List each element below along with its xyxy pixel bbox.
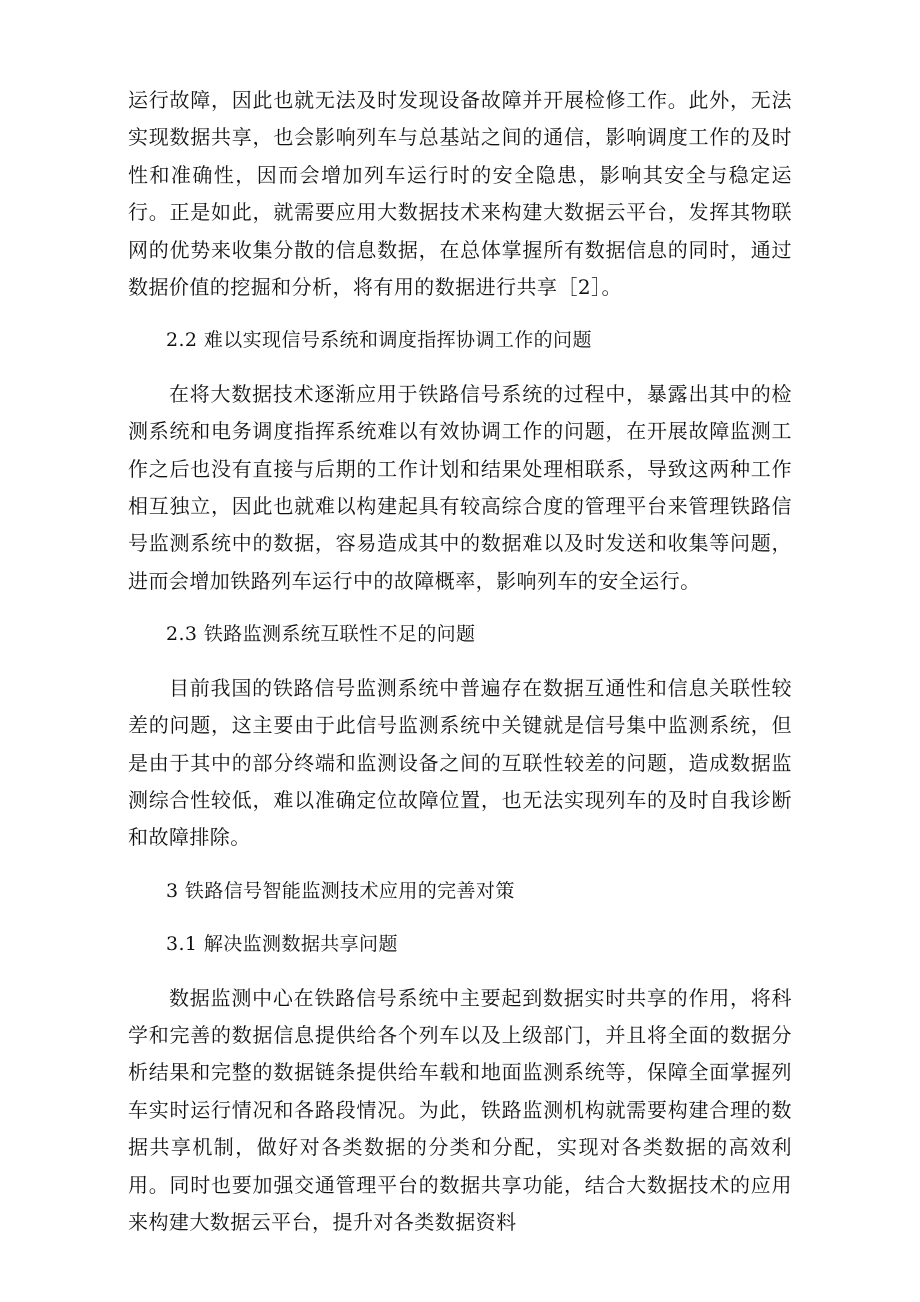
section-heading-2-3: 2.3 铁路监测系统互联性不足的问题 [166, 623, 476, 646]
paragraph-coordination-problem: 在将大数据技术逐渐应用于铁路信号系统的过程中，暴露出其中的检测系统和电务调度指挥系统难以有效协调工作的问题，在开展故障监测工作之后也没有直接与后期的工作计划和结果处理相联系，导致这两种工作相互独立，因此也就难以构建起具有较高综合度的管理平台来管理铁路信号监测系统中的数据，容易造成其中的数据难以及时发送和收集等问题，进而会增加铁路列车运行中的故障概率，影响列车的安全运行。 [128, 381, 792, 593]
paragraph-data-sharing-continued: 运行故障，因此也就无法及时发现设备故障并开展检修工作。此外，无法实现数据共享，也会影响列车与总基站之间的通信，影响调度工作的及时性和准确性，因而会增加列车运行时的安全隐患，影响其安全与稳定运行。正是如此，就需要应用大数据技术来构建大数据云平台，发挥其物联网的优势来收集分散的信息数据，在总体掌握所有数据信息的同时，通过数据价值的挖掘和分析，将有用的数据进行共享［2］。 [128, 88, 792, 300]
section-heading-2-2: 2.2 难以实现信号系统和调度指挥协调工作的问题 [166, 329, 592, 352]
section-heading-3-1: 3.1 解决监测数据共享问题 [166, 933, 398, 956]
section-heading-3: 3 铁路信号智能监测技术应用的完善对策 [166, 879, 515, 902]
paragraph-data-sharing-solution: 数据监测中心在铁路信号系统中主要起到数据实时共享的作用，将科学和完善的数据信息提供给各个列车以及上级部门，并且将全面的数据分析结果和完整的数据链条提供给车载和地面监测系统等，保障全面掌握列车实时运行情况和各路段情况。为此，铁路监测机构就需要构建合理的数据共享机制，做好对各类数据的分类和分配，实现对各类数据的高效利用。同时也要加强交通管理平台的数据共享功能，结合大数据技术的应用来构建大数据云平台，提升对各类数据资料 [128, 985, 792, 1234]
paragraph-interconnection-problem: 目前我国的铁路信号监测系统中普遍存在数据互通性和信息关联性较差的问题，这主要由于此信号监测系统中关键就是信号集中监测系统，但是由于其中的部分终端和监测设备之间的互联性较差的问题，造成数据监测综合性较低，难以准确定位故障位置，也无法实现列车的及时自我诊断和故障排除。 [128, 675, 792, 850]
